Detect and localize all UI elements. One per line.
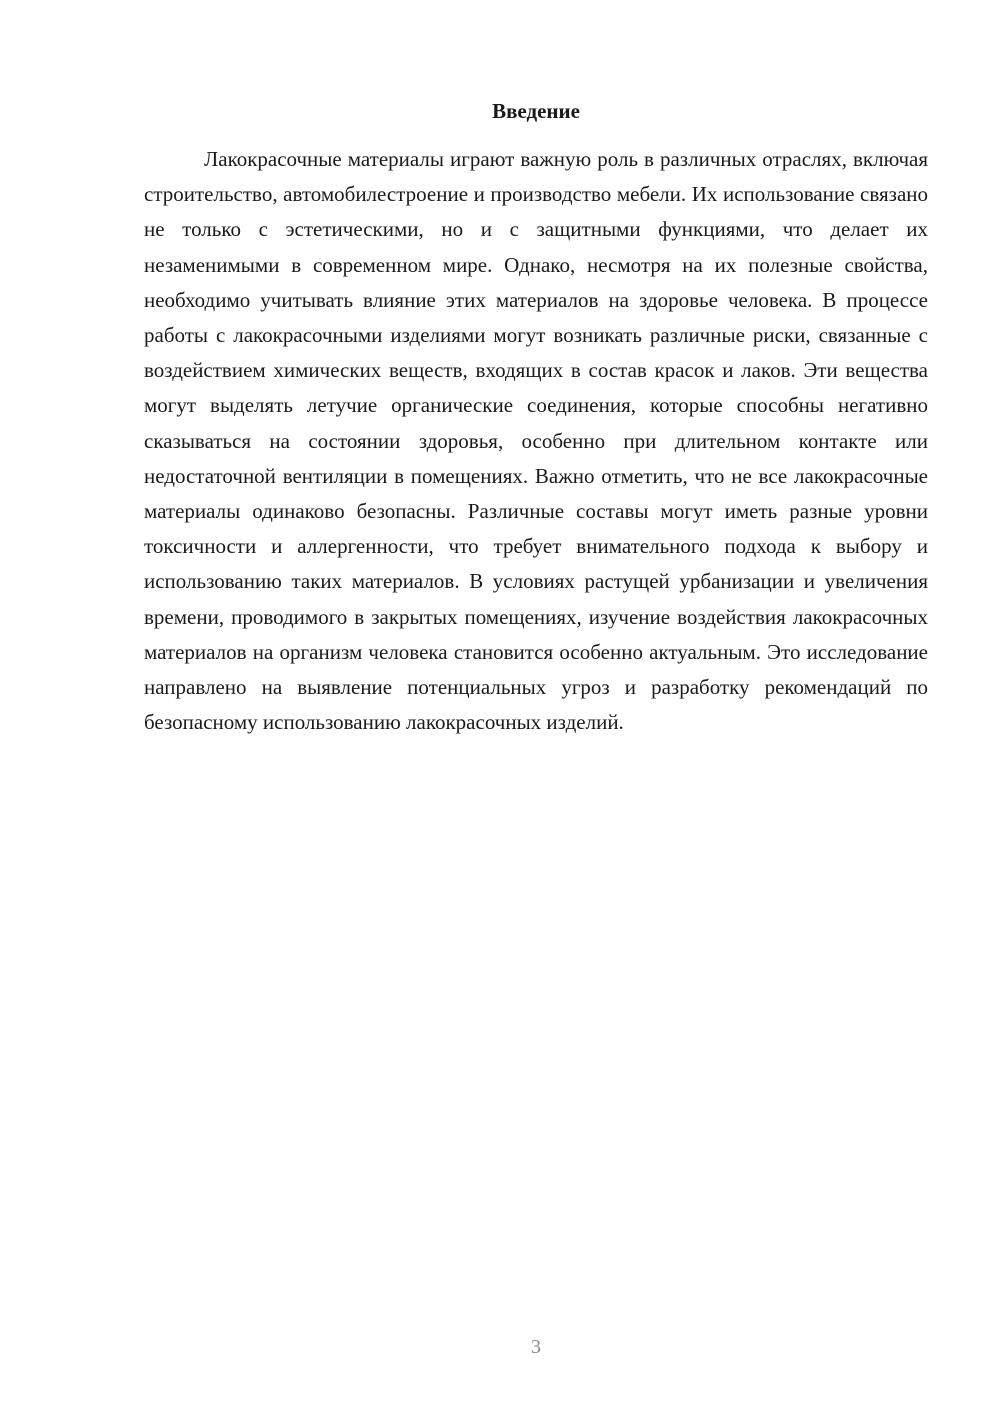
body-paragraph: Лакокрасочные материалы играют важную роль в различных отраслях, включая строительство, автомобилестроение и производство мебели. Их использование связано не только с эстетическими, но и с защитными функциями, что делает их незаменимыми в современном мире. Однако, несмотря на их полезные свойства, необходимо учитывать влияние этих материалов на здоровье человека. В процессе работы с лакокрасочными изделиями могут возникать различные риски, связанные с воздействием химических веществ, входящих в состав красок и лаков. Эти вещества могут выделять летучие органические соединения, которые способны негативно сказываться на состоянии здоровья, особенно при длительном контакте или недостаточной вентиляции в помещениях. Важно отметить, что не все лакокрасочные материалы одинаково безопасны. Различные составы могут иметь разные уровни токсичности и аллергенности, что требует внимательного подхода к выбору и использованию таких материалов. В условиях растущей урбанизации и увеличения времени, проводимого в закрытых помещениях, изучение воздействия лакокрасочных материалов на организм человека становится особенно актуальным. Это исследование направлено на выявление потенциальных угроз и разработку рекомендаций по безопасному использованию лакокрасочных изделий. bbox=[144, 147, 928, 735]
page-number: 3 bbox=[531, 1336, 541, 1358]
section-heading: Введение bbox=[492, 99, 580, 123]
